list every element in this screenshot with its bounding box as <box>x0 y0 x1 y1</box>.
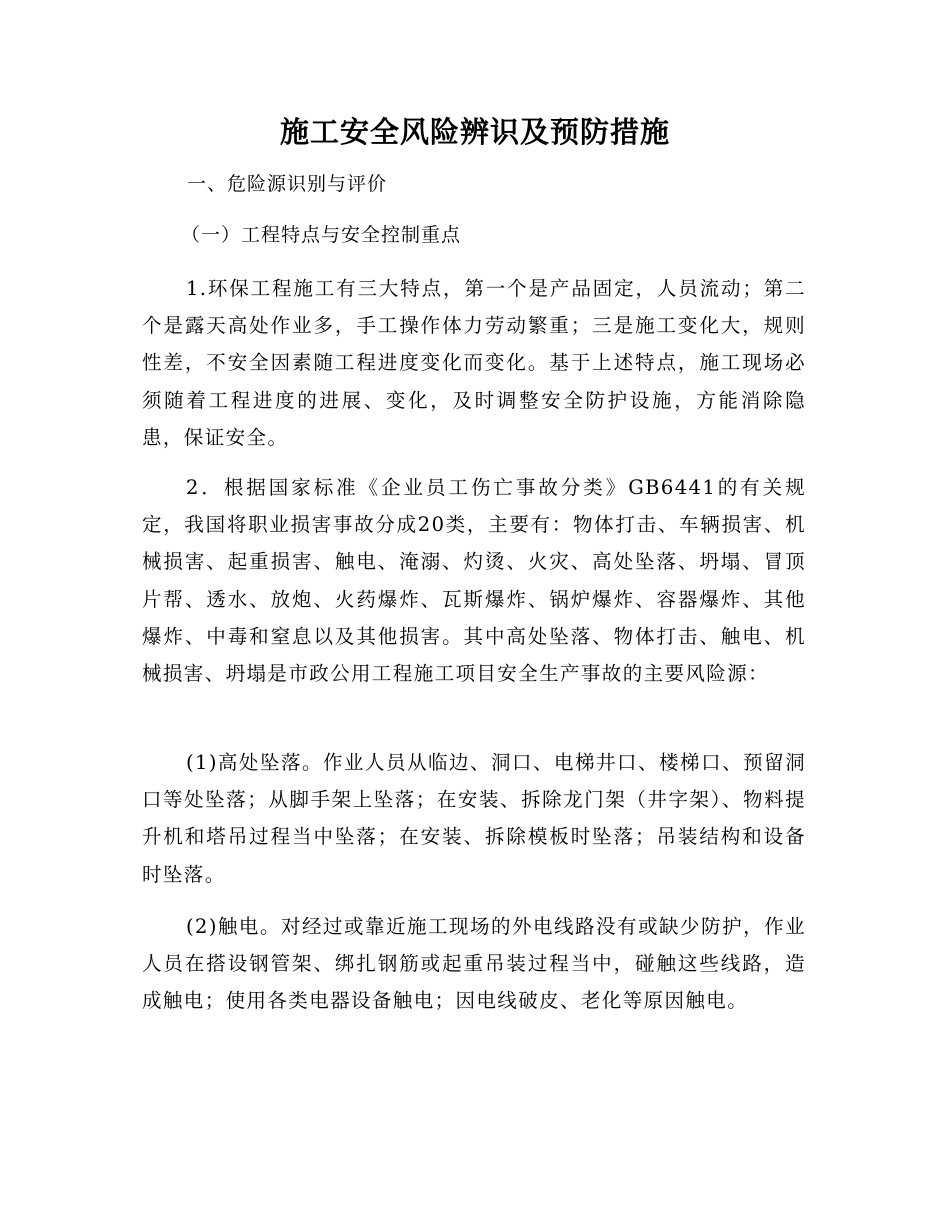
document-title: 施工安全风险辨识及预防措施 <box>279 115 670 149</box>
paragraph-1: 1.环保工程施工有三大特点，第一个是产品固定，人员流动；第二个是露天高处作业多，手工操作体力劳动繁重；三是施工变化大，规则性差，不安全因素随工程进度变化而变化。基于上述特点，施工现场必须随着工程进度的进展、变化，及时调整安全防护设施，方能消除隐患，保证安全。 <box>142 277 806 449</box>
paragraph-2: 2．根据国家标准《企业员工伤亡事故分类》GB6441的有关规定，我国将职业损害事故分成20类，主要有：物体打击、车辆损害、机械损害、起重损害、触电、淹溺、灼烫、火灾、高处坠落、坍塌、冒顶片帮、透水、放炮、火药爆炸、瓦斯爆炸、锅炉爆炸、容器爆炸、其他爆炸、中毒和窒息以及其他损害。其中高处坠落、物体打击、触电、机械损害、坍塌是市政公用工程施工项目安全生产事故的主要风险源： <box>142 476 806 686</box>
paragraph-3: (1)高处坠落。作业人员从临边、洞口、电梯井口、楼梯口、预留洞口等处坠落；从脚手架上坠落；在安装、拆除龙门架（井字架）、物料提升机和塔吊过程当中坠落；在安装、拆除模板时坠落；吊装结构和设备时坠落。 <box>142 751 806 886</box>
subsection-heading-1: （一）工程特点与安全控制重点 <box>181 224 462 246</box>
paragraph-4: (2)触电。对经过或靠近施工现场的外电线路没有或缺少防护，作业人员在搭设钢管架、绑扎钢筋或起重吊装过程当中，碰触这些线路，造成触电；使用各类电器设备触电；因电线破皮、老化等原因触电。 <box>142 915 806 1013</box>
section-heading-1: 一、危险源识别与评价 <box>187 173 388 195</box>
